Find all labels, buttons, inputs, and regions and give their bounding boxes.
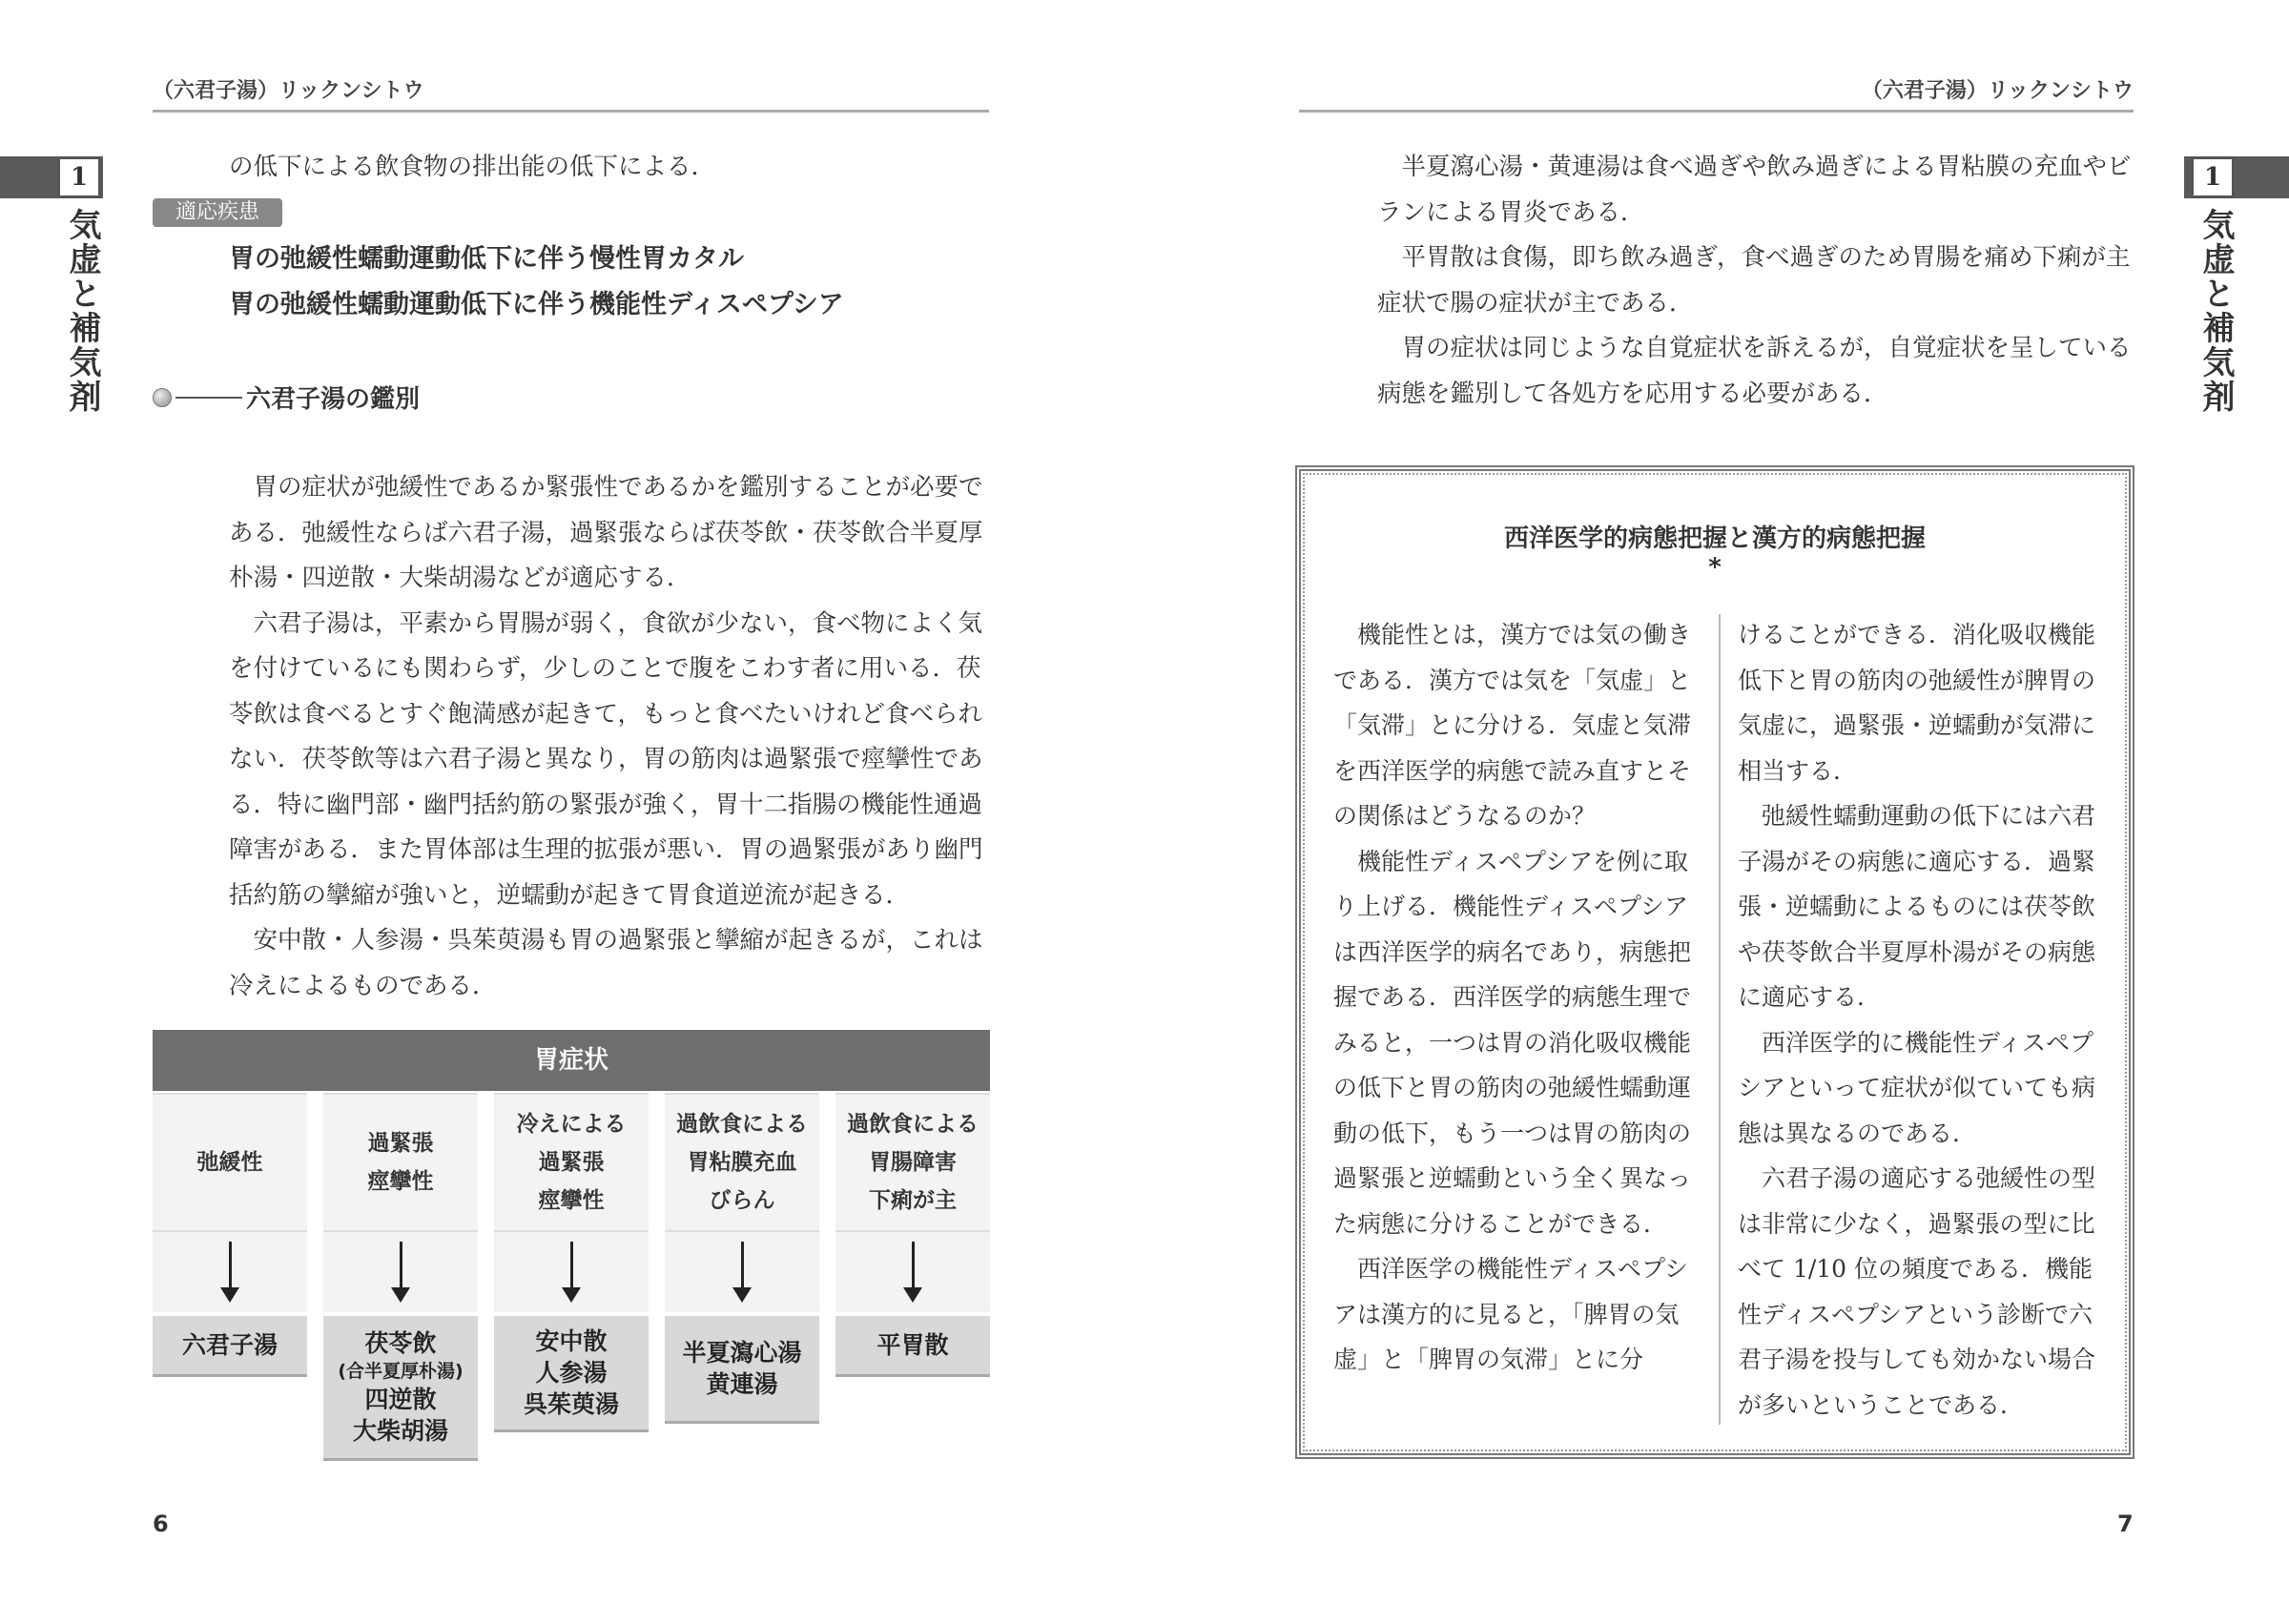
symptom-line: びらん — [709, 1188, 775, 1213]
commentary-paragraph: 機能性ディスペプシアを例に取り上げる．機能性ディスペプシアは西洋医学的病名であり，病態把握である．西洋医学的病態生理でみると，一つは胃の消化吸収機能の低下と胃の筋肉の弛緩性蠕動運動の低下，もう一つは胃の筋肉の過緊張と逆蠕動という全く異なった病態に分けることができる． — [1333, 847, 1692, 1238]
bullet-dot-icon — [153, 388, 172, 407]
disease-item: 胃の弛緩性蠕動運動低下に伴う機能性ディスペプシア — [229, 290, 844, 319]
commentary-box — [1295, 465, 2134, 1459]
right-running-head: （六君子湯）リックンシトウ — [1299, 74, 2134, 113]
commentary-column-left — [1333, 612, 1696, 1383]
right-chapter-title: 気虚と補気剤 — [2196, 208, 2235, 414]
commentary-column-right — [1738, 612, 2110, 1428]
indication-badge: 適応疾患 — [153, 198, 282, 227]
symptom-line: 痙攣性 — [538, 1188, 605, 1213]
down-arrow-icon — [835, 1232, 990, 1312]
left-paragraph: 六君子湯は，平素から胃腸が弱く，食欲が少ない，食べ物によく気を付けているにも関わらず，少しのことで腹をこわす者に用いる．茯苓飲は食べるとすぐ飽満感が起きて，もっと食べたいけれど食べられない．茯苓飲等は六君子湯と異なり，胃の筋肉は過緊張で痙攣性である．特に幽門部・幽門括約筋の緊張が強く，胃十二指腸の機能性通過障害がある．また胃体部は生理的拡張が悪い．胃の過緊張があり幽門括約筋の攣縮が強いと，逆蠕動が起きて胃食道逆流が起きる． — [229, 608, 983, 910]
left-chapter-number: 1 — [57, 156, 101, 198]
formula-line: 四逆散 — [364, 1386, 437, 1413]
table-column — [835, 1093, 990, 1461]
down-arrow-icon — [665, 1232, 819, 1312]
indication-badge-wrap — [153, 198, 282, 227]
disease-list — [229, 236, 1011, 328]
commentary-paragraph: 西洋医学の機能性ディスペプシアは漢方的に見ると，「脾胃の気虚」と「脾胃の気滞」とに分 — [1333, 1255, 1689, 1373]
column-divider — [1719, 614, 1721, 1425]
table-column — [665, 1093, 819, 1461]
symptom-line: 弛緩性 — [196, 1150, 263, 1175]
table-column — [494, 1093, 649, 1461]
commentary-asterisk: * — [1708, 553, 1722, 582]
symptom-box — [323, 1093, 478, 1232]
commentary-paragraph: 西洋医学的に機能性ディスペプシアといって症状が似ていても病態は異なるのである． — [1738, 1028, 2096, 1147]
symptom-line: 胃腸障害 — [869, 1150, 957, 1175]
left-running-head: （六君子湯）リックンシトウ — [153, 74, 989, 113]
formula-line: 半夏瀉心湯 — [682, 1339, 802, 1367]
left-intro-line: の低下による飲食物の排出能の低下による． — [229, 153, 716, 181]
formula-line: 安中散 — [535, 1327, 608, 1355]
formula-line: 黄連湯 — [706, 1370, 778, 1398]
symptom-line: 過緊張 — [538, 1150, 605, 1175]
section-heading — [153, 380, 420, 415]
symptom-line: 胃粘膜充血 — [687, 1150, 797, 1175]
left-paragraph: 胃の症状が弛緩性であるか緊張性であるかを鑑別することが必要である．弛緩性ならば六君子湯，過緊張ならば茯苓飲・茯苓飲合半夏厚朴湯・四逆散・大柴胡湯などが適応する． — [229, 473, 983, 592]
table-column — [323, 1093, 478, 1461]
symptom-line: 過緊張 — [367, 1131, 434, 1156]
formula-box — [153, 1316, 307, 1377]
commentary-paragraph: けることができる．消化吸収機能低下と胃の筋肉の弛緩性が脾胃の気虚に，過緊張・逆蠕動が気滞に相当する． — [1738, 621, 2096, 785]
commentary-paragraph: 六君子湯の適応する弛緩性の型は非常に少なく，過緊張の型に比べて 1/10 位の頻度である．機能性ディスペプシアという診断で六君子湯を投与しても効かない場合が多いということである． — [1738, 1164, 2096, 1419]
formula-line: 平胃散 — [876, 1331, 949, 1359]
down-arrow-icon — [323, 1232, 478, 1312]
symptom-box — [153, 1093, 307, 1232]
left-body — [229, 465, 992, 1009]
symptom-box — [494, 1093, 649, 1232]
down-arrow-icon — [153, 1232, 307, 1312]
right-chapter-number: 1 — [2191, 156, 2235, 198]
formula-box — [494, 1316, 649, 1432]
right-paragraph: 平胃散は食傷，即ち飲み過ぎ，食べ過ぎのため胃腸を痛め下痢が主症状で腸の症状が主である． — [1377, 243, 2131, 318]
right-page-number: 7 — [2117, 1511, 2134, 1537]
left-paragraph: 安中散・人参湯・呉茱萸湯も胃の過緊張と攣縮が起きるが，これは冷えによるものである． — [229, 926, 983, 1000]
symptom-line: 過飲食による — [676, 1112, 808, 1137]
right-body — [1377, 145, 2136, 417]
formula-line: 六君子湯 — [181, 1331, 278, 1359]
formula-box — [835, 1316, 990, 1377]
table-header: 胃症状 — [153, 1030, 990, 1091]
symptom-line: 下痢が主 — [869, 1188, 957, 1213]
symptom-line: 過飲食による — [847, 1112, 979, 1137]
down-arrow-icon — [494, 1232, 649, 1312]
commentary-title: 西洋医学的病態把握と漢方的病態把握 — [1503, 524, 1926, 553]
right-paragraph: 胃の症状は同じような自覚症状を訴えるが，自覚症状を呈している病態を鑑別して各処方を応用する必要がある． — [1377, 334, 2132, 408]
formula-line: 茯苓飲 — [364, 1329, 437, 1357]
left-page-number: 6 — [153, 1511, 169, 1537]
formula-line: 大柴胡湯 — [352, 1417, 448, 1445]
section-heading-text: 六君子湯の鑑別 — [246, 385, 421, 414]
right-paragraph: 半夏瀉心湯・黄連湯は食べ過ぎや飲み過ぎによる胃粘膜の充血やビランによる胃炎である． — [1377, 153, 2132, 227]
commentary-paragraph: 弛緩性蠕動運動の低下には六君子湯がその病態に適応する．過緊張・逆蠕動によるものには茯苓飲や茯苓飲合半夏厚朴湯がその病態に適応する． — [1738, 802, 2096, 1011]
disease-item: 胃の弛緩性蠕動運動低下に伴う慢性胃カタル — [229, 244, 744, 274]
symptom-line: 痙攣性 — [367, 1169, 434, 1194]
left-chapter-title: 気虚と補気剤 — [63, 208, 101, 414]
formula-box — [323, 1316, 478, 1461]
table-columns — [153, 1093, 990, 1461]
symptom-box — [835, 1093, 990, 1232]
formula-line: 呉茱萸湯 — [523, 1390, 619, 1418]
formula-box — [665, 1316, 819, 1424]
formula-note: (合半夏厚朴湯) — [338, 1361, 464, 1382]
heading-dash — [175, 397, 242, 399]
symptom-table — [153, 1030, 990, 1461]
commentary-paragraph: 機能性とは，漢方では気の働きである．漢方では気を「気虚」と「気滞」とに分ける．気虚と気滞を西洋医学的病態で読み直すとその関係はどうなるのか？ — [1333, 621, 1692, 830]
symptom-line: 冷えによる — [516, 1112, 627, 1137]
symptom-box — [665, 1093, 819, 1232]
formula-line: 人参湯 — [535, 1359, 608, 1387]
table-column — [153, 1093, 307, 1461]
